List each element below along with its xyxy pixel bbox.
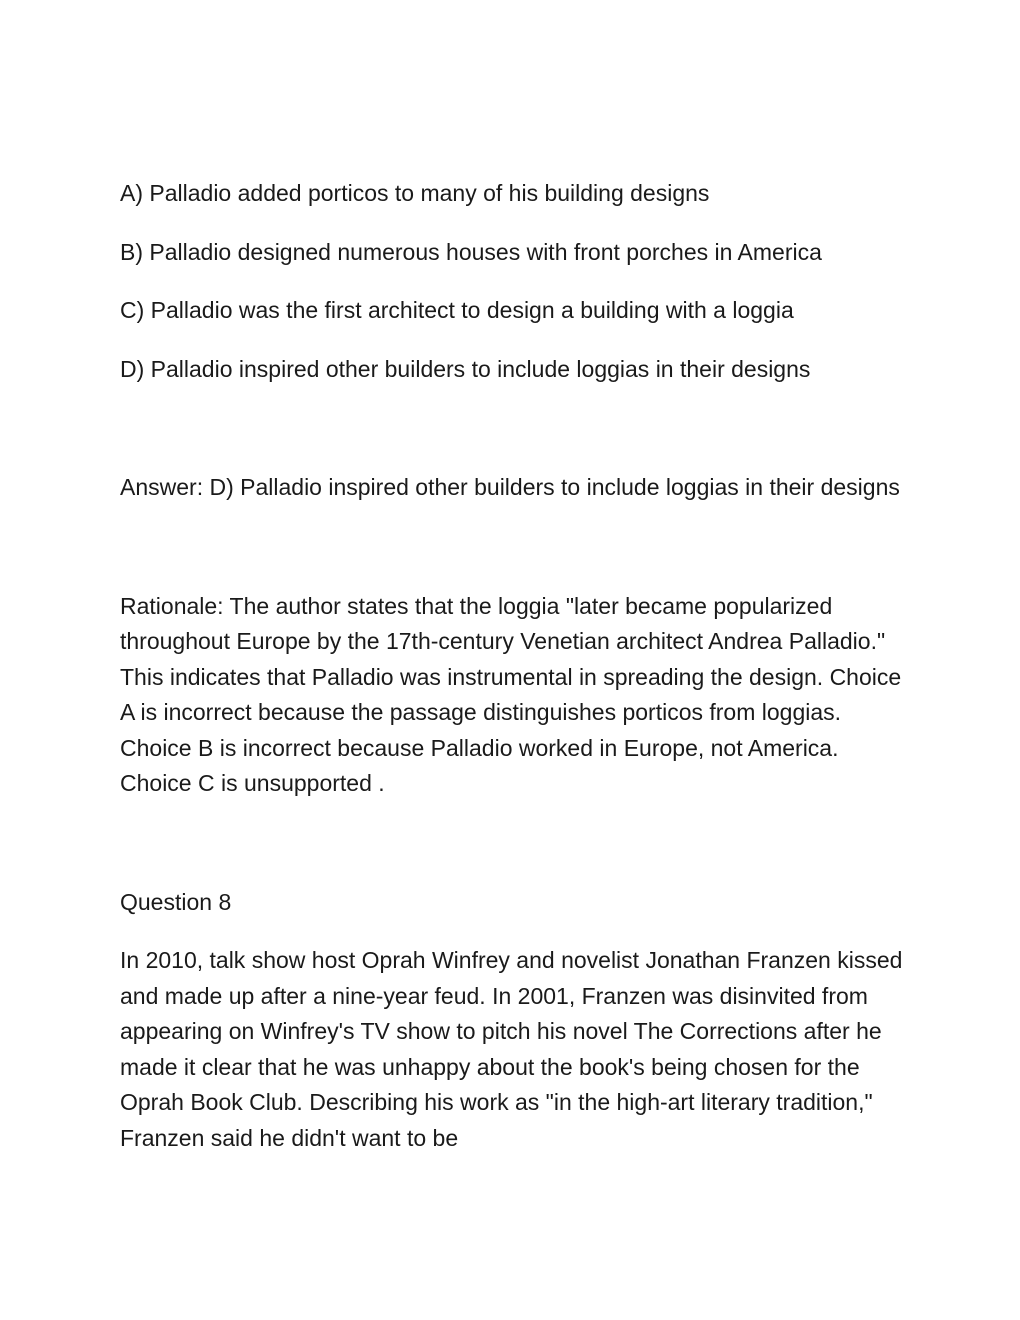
- option-c: C) Palladio was the first architect to design a building with a loggia: [120, 297, 794, 323]
- option-b: B) Palladio designed numerous houses with front porches in America: [120, 238, 822, 265]
- answer-options: [120, 176, 910, 387]
- option-a: A) Palladio added porticos to many of his building designs: [120, 180, 710, 206]
- answer-text: Answer: D) Palladio inspired other builders to include loggias in their designs: [120, 474, 900, 500]
- document-page: [120, 176, 910, 1156]
- question-heading: Question 8: [120, 888, 232, 915]
- option-d: D) Palladio inspired other builders to include loggias in their designs: [120, 355, 811, 382]
- question-text: In 2010, talk show host Oprah Winfrey and novelist Jonathan Franzen kissed and made up after a nine-year feud. In 2001, Franzen was disinvited from appearing on Winfrey's TV show to pitch his novel The Corrections after he made it clear that he was unhappy about the book's being chosen for the Oprah Book Club. Describing his work as "in the high-art literary tradition," Franzen said he didn't want to be: [120, 947, 903, 1151]
- rationale-text: Rationale: The author states that the loggia "later became popularized throughout Europe by the 17th-century Venetian architect Andrea Palladio." This indicates that Palladio was instrumental in spreading the design. Choice A is incorrect because the passage distinguishes porticos from loggias. Choice B is incorrect because Palladio worked in Europe, not America. Choice C is unsupported .: [120, 592, 902, 796]
